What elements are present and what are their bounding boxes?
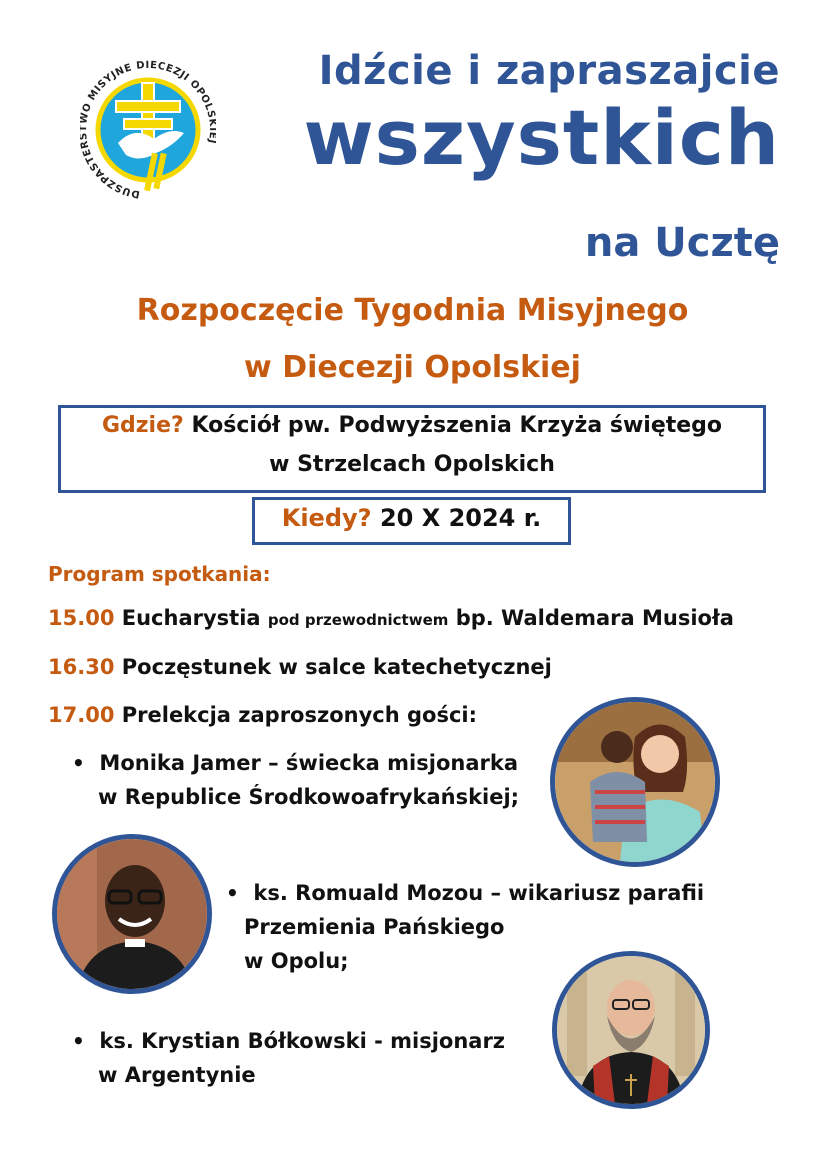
program-text: Poczęstunek w salce katechetycznej [121,655,552,679]
guest-line: w Opolu; [244,949,349,973]
program-time: 17.00 [48,703,115,727]
guest-line: w Republice Środkowoafrykańskiej; [98,785,520,809]
program-time: 15.00 [48,606,115,630]
bullet: • [72,1029,85,1053]
headline-line-3: na Ucztę [584,220,780,266]
subtitle-line-2: w Diecezji Opolskiej [244,350,581,385]
date-value: 20 X 2024 r. [379,504,542,532]
diocese-missionary-logo [80,55,216,205]
program-item [48,606,734,630]
program-item [48,655,552,679]
guest-photo-romuald-mozou [52,834,212,994]
date-line [252,504,571,532]
location-label: Gdzie? [101,413,184,438]
location-line-2: w Strzelcach Opolskich [269,452,555,477]
guest-photo-monika-jamer [550,697,720,867]
headline-line-1: Idźcie i zapraszajcie [318,48,780,94]
headline-line-2: wszystkich [303,93,780,182]
logo-ring-text: DUSZPASTER O MISYJNE DIECEZJI OPOLS [80,59,216,200]
location-line-1 [58,413,766,438]
date-label: Kiedy? [281,504,372,532]
guest-line: Przemienia Pańskiego [244,915,505,939]
program-heading: Program spotkania: [48,562,271,586]
bullet: • [226,881,239,905]
guest-line: Monika Jamer – świecka misjonarka [99,751,518,775]
guest-item [72,1024,505,1092]
program-item [48,703,477,727]
guest-line: ks. Krystian Bółkowski - misjonarz [99,1029,506,1053]
location-value-1: Kościół pw. Podwyższenia Krzyża świętego [191,413,723,438]
guest-photo-krystian-bolkowski [552,951,710,1109]
program-text: Eucharystia [121,606,261,630]
bullet: • [72,751,85,775]
guest-item [72,746,519,814]
program-text-small: pod przewodnictwem [267,611,449,629]
program-time: 16.30 [48,655,115,679]
subtitle-line-1: Rozpoczęcie Tygodnia Misyjnego [136,293,689,328]
guest-line: ks. Romuald Mozou – wikariusz parafii [253,881,705,905]
program-text: Prelekcja zaproszonych gości: [121,703,477,727]
program-text: bp. Waldemara Musioła [455,606,734,630]
guest-line: w Argentynie [98,1063,256,1087]
